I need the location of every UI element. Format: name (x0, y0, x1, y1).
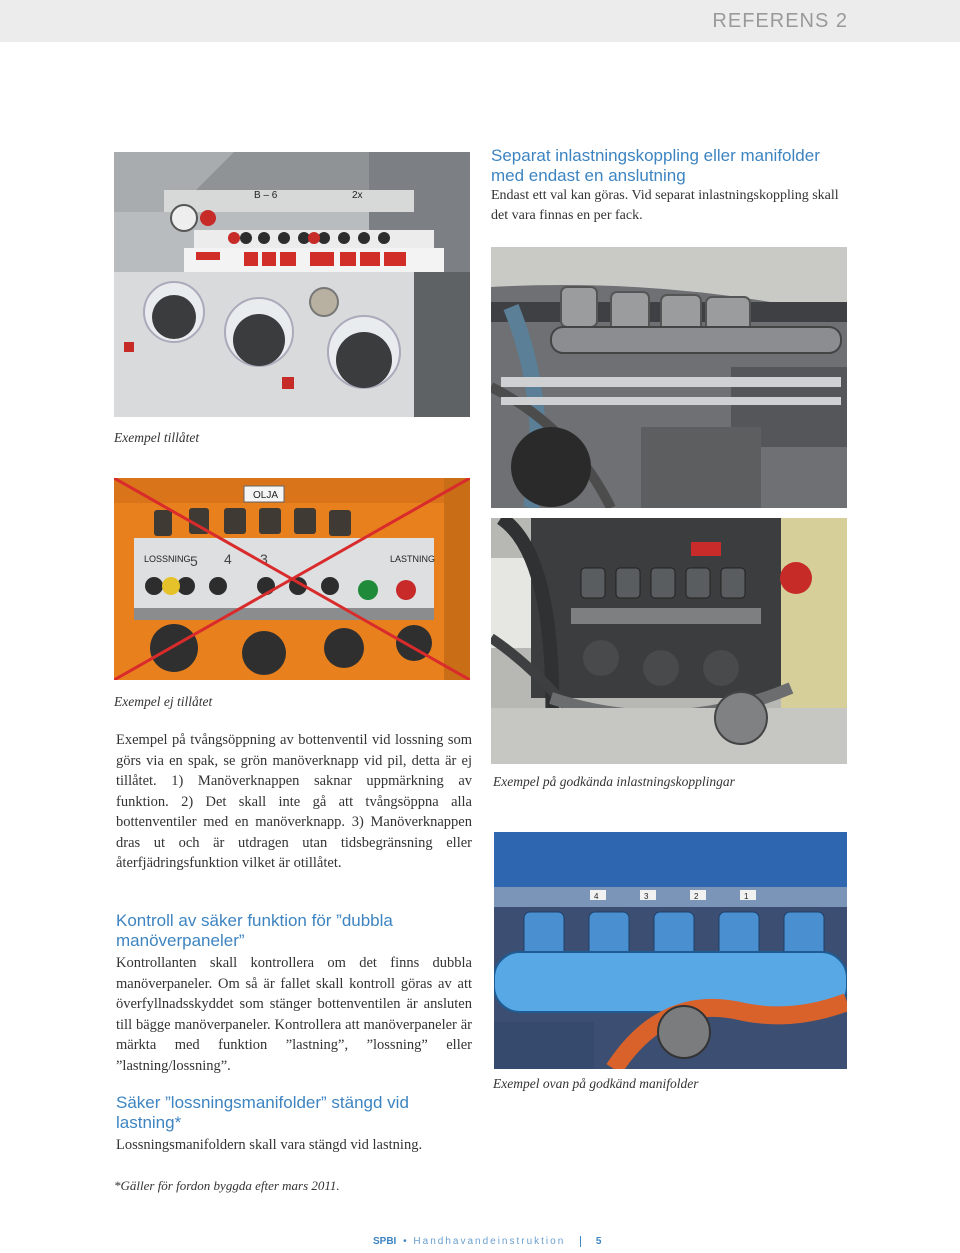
photo3-number: 5 (190, 553, 198, 569)
caption-not-allowed: Exempel ej tillåtet (114, 694, 213, 709)
footer-document-title: Handhavandeinstruktion (413, 1236, 566, 1248)
photo3-panel-right: LASTNING (390, 554, 436, 564)
photo-approved-loading-couplings (491, 518, 847, 764)
photo5-label: 4 (594, 892, 599, 901)
separate-loading-section (491, 146, 851, 226)
photo-allowed-example (114, 152, 470, 417)
section-text-separate-loading: Endast ett val kan göras. Vid separat inlastningskoppling skall det vara finnas en per fack. (491, 188, 839, 223)
photo-approved-manifold (494, 832, 847, 1069)
tank-pipes-illustration (491, 247, 847, 508)
blue-manifold-illustration (494, 832, 847, 1069)
loading-couplings-illustration (491, 518, 847, 764)
section-heading-dual-panels: Kontroll av säker funktion för ”dubbla manöverpaneler” (116, 911, 393, 950)
page-number: 5 (595, 1236, 602, 1248)
closed-manifold-text: Lossningsmanifoldern skall vara stängd vid lastning. (116, 1137, 423, 1153)
section-heading-closed-manifold: Säker ”lossningsmanifolder” stängd vid lastning* (116, 1093, 409, 1132)
dual-panels-text: Kontrollanten skall kontrollera om det finns dubbla manöverpaneler. Om så är fallet skall kontroll göras av att överfyllnadsskyddet som stänger bottenventilen är ansluten till bägge manöverpaneler. Kontrollera att manöverpaneler är märkta med funktion ”lastning”, ”lossning” eller ”lastning/lossning”. (116, 955, 472, 1074)
footnote: *Gäller för fordon byggda efter mars 2011. (114, 1178, 340, 1193)
caption-approved-loading: Exempel på godkända inlastningskopplingar (493, 774, 735, 789)
photo3-panel-left: LOSSNING (144, 554, 191, 564)
footer-bullet: • (403, 1236, 407, 1248)
photo3-number: 3 (260, 551, 268, 567)
forced-opening-section (116, 730, 472, 874)
photo-not-allowed-example (114, 478, 470, 680)
footer-brand: SPBI (373, 1236, 397, 1248)
photo3-sign: OLJA (253, 490, 279, 501)
forced-opening-text: Exempel på tvångsöppning av bottenventil vid lossning som görs via en spak, se grön manöverknapp vid pil, detta är ej tillåtet. 1) Manöverknappen saknar uppmärkning av funktion. 2) Det skall inte gå att tvångsöppna alla bottenventiler med en manöverknapp. 3) Manöverknappen dras ut och är utdragen utan tidsbegränsning eller återfjädringsfunktion vilket är otillåtet. (116, 732, 472, 871)
page-footer (373, 1236, 601, 1247)
section-heading-separate-loading: Separat inlastningskoppling eller manifolder med endast en anslutning (491, 146, 820, 185)
photo5-label: 3 (644, 892, 649, 901)
photo5-label: 2 (694, 892, 699, 901)
photo3-number: 4 (224, 551, 232, 567)
closed-manifold-section (116, 1093, 472, 1156)
photo1-top-label: B – 6 (254, 190, 278, 201)
footer-divider (580, 1236, 581, 1247)
manifold-photo-illustration (114, 152, 470, 417)
page-section-title: REFERENS 2 (712, 10, 848, 32)
orange-panel-illustration (114, 478, 470, 680)
caption-allowed: Exempel tillåtet (114, 430, 200, 445)
caption-approved-manifold: Exempel ovan på godkänd manifolder (493, 1076, 699, 1091)
dual-panels-section (116, 911, 472, 1076)
photo5-label: 1 (744, 892, 749, 901)
photo-tank-pipes (491, 247, 847, 508)
photo1-top-label: 2x (352, 190, 363, 201)
